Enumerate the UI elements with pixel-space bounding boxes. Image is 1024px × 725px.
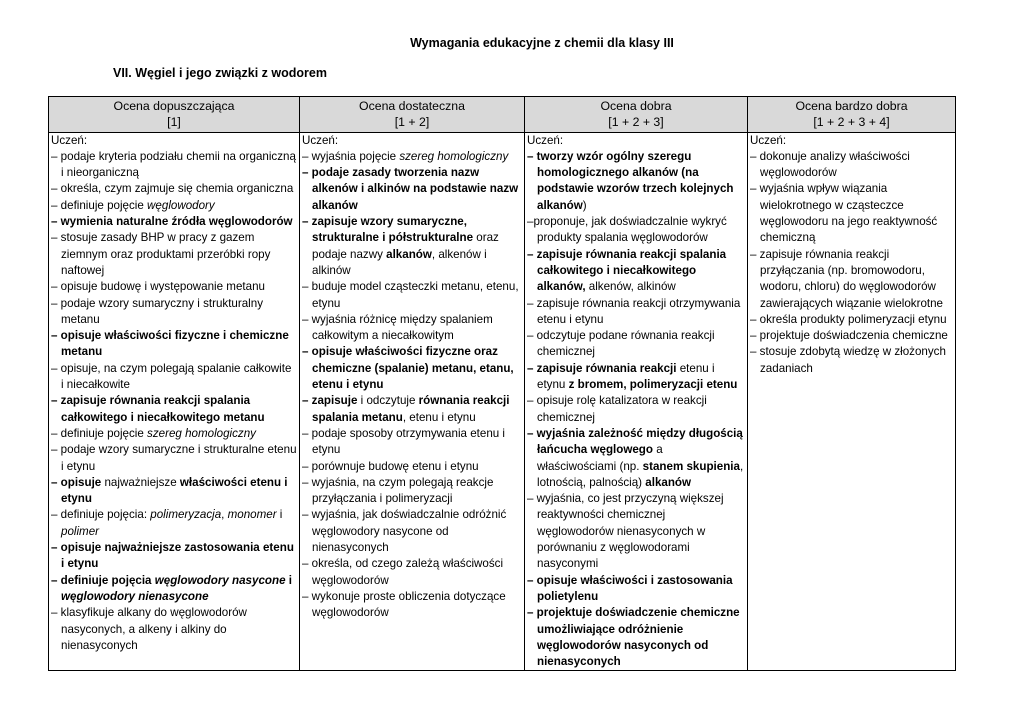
requirement-item [302,459,522,475]
table-header-row [49,97,956,133]
requirement-text: – zapisuje wzory sumaryczne, strukturalne i półstrukturalne [302,215,474,245]
requirement-item [750,181,953,246]
requirement-text: – podaje wzory sumaryczne i strukturalne etenu i etynu [51,443,297,473]
requirement-text: i [285,573,292,587]
requirement-text: , alkenów i alkinów [312,247,487,277]
requirement-text: – opisuje, na czym polegają spalanie całkowite i niecałkowite [51,361,292,392]
requirement-item [527,149,745,214]
requirement-item [51,573,297,606]
requirement-text: – wyjaśnia, co jest przyczyną większej reaktywności chemicznej węglowodorów nienasyconych w porównaniu z węglowodorami nasyconymi [527,492,724,571]
requirement-item [51,230,297,279]
requirement-text: – opisuje [51,475,102,489]
requirement-item [51,361,297,394]
requirement-item [302,556,522,589]
requirement-text: – buduje model cząsteczki metanu, etenu, etynu [302,280,519,310]
requirement-item [302,279,522,312]
requirement-text: polimer [61,524,100,538]
requirement-item [51,475,297,508]
requirement-text: – określa produkty polimeryzacji etynu [750,312,947,326]
column-header [49,97,300,133]
requirement-item [51,393,297,426]
requirement-item [302,214,522,279]
requirement-text: stanem skupienia [642,459,740,473]
requirement-item [51,296,297,329]
requirement-item [302,344,522,393]
requirement-text: – określa, od czego zależą właściwości węglowodorów [302,557,504,587]
requirement-text: – podaje zasady tworzenia nazw alkenów i alkinów na podstawie nazw alkanów [302,166,519,212]
cell-intro: Uczeń: [302,133,339,147]
requirement-item [51,442,297,475]
requirement-text: – zapisuje równania reakcji [527,361,677,375]
requirement-item [750,247,953,312]
requirement-text: węglowodory nienasycone [61,589,209,603]
requirement-text: – opisuje właściwości fizyczne i chemiczne metanu [51,329,289,359]
requirement-text: , [221,508,228,522]
requirement-item [302,475,522,508]
column-header [300,97,525,133]
requirement-item [51,149,297,182]
requirement-item [302,507,522,556]
requirement-item [51,214,297,230]
requirement-text: – opisuje właściwości fizyczne oraz chemiczne (spalanie) metanu, etanu, etenu i etynu [302,345,514,392]
requirement-text: – projektuje doświadczenia chemiczne [750,329,948,343]
requirement-text: – definiuje pojęcie [51,426,148,440]
requirement-text: – podaje sposoby otrzymywania etenu i etynu [302,426,506,457]
column-name: Ocena dopuszczająca [113,99,235,113]
requirement-text: alkenów, alkinów [585,280,676,294]
requirement-text: – projektuje doświadczenie chemiczne umożliwiające odróżnienie węglowodorów nasyconych od nienasyconych [527,606,740,669]
column-name: Ocena dobra [600,99,672,113]
table-body-row [49,132,956,671]
requirement-item [527,361,745,394]
requirement-text: polimeryzacja [150,508,222,522]
requirement-text: – opisuje właściwości i zastosowania polietylenu [527,573,733,603]
requirement-text: z bromem, polimeryzacji etenu [568,378,738,392]
requirement-text: – określa, czym zajmuje się chemia organiczna [51,182,294,196]
requirements-cell [300,132,525,671]
requirement-text: – stosuje zdobytą wiedzę w złożonych zadaniach [750,345,946,375]
requirement-text: – definiuje pojęcia [51,573,155,587]
requirement-text: – wyjaśnia, jak doświadczalnie odróżnić węglowodory nasycone od nienasyconych [302,508,507,555]
requirement-text: – opisuje najważniejsze zastosowania etenu i etynu [51,541,294,571]
requirement-item [750,344,953,377]
requirement-text: – wyjaśnia pojęcie [302,149,400,163]
requirement-text: – zapisuje równania reakcji spalania całkowitego i niecałkowitego alkanów, [527,247,727,294]
requirement-text: najważniejsze [101,475,180,489]
requirement-item [527,573,745,606]
requirement-text: , etenu i etynu [402,410,476,424]
requirement-text: alkanów [386,247,432,261]
requirement-text: – wyjaśnia, na czym polegają reakcje przyłączania i polimeryzacji [302,475,494,506]
requirement-item [51,605,297,654]
requirement-item [750,312,953,328]
requirement-item [527,605,745,670]
column-header [748,97,956,133]
requirement-text: szereg homologiczny [147,426,256,440]
requirement-text: równania reakcji spalania metanu [312,394,510,424]
requirement-item [51,198,297,214]
requirement-text: etenu i etynu [537,361,715,392]
requirement-text: – klasyfikuje alkany do węglowodorów nasyconych, a alkeny i alkiny do nienasyconych [51,606,247,652]
requirement-text: – podaje wzory sumaryczny i strukturalny metanu [51,296,263,326]
column-name: Ocena dostateczna [359,99,465,113]
requirement-text: – opisuje budowę i występowanie metanu [51,280,265,294]
requirement-text: – opisuje rolę katalizatora w reakcji chemicznej [527,394,707,424]
requirements-table [48,96,956,671]
requirement-text: i [276,508,283,522]
requirement-text: – wykonuje proste obliczenia dotyczące węglowodorów [302,589,506,620]
requirement-item [527,296,745,329]
column-name: Ocena bardzo dobra [795,99,908,113]
requirement-text: , lotnością, palnością) [537,459,744,489]
requirement-item [527,247,745,296]
document-title: Wymagania edukacyjne z chemii dla klasy III [410,36,674,50]
requirement-text: – dokonuje analizy właściwości węglowodorów [750,149,910,180]
requirement-item [51,507,297,540]
requirement-text: – stosuje zasady BHP w pracy z gazem ziemnym oraz produktami przeróbki ropy naftowej [51,231,271,277]
column-range: [1 + 2] [394,115,430,130]
requirement-text: – zapisuje równania reakcji przyłączania (np. bromowodoru, wodoru, chloru) do węglowodorów zawierających wiązanie wielokrotne [750,247,944,310]
requirement-text: – podaje kryteria podziału chemii na organiczną i nieorganiczną [51,149,296,180]
requirement-item [51,426,297,442]
requirement-text: – definiuje pojęcia: [51,508,151,522]
requirement-text: węglowodory [147,198,215,212]
requirement-text: – wyjaśnia różnicę między spalaniem całkowitym a niecałkowitym [302,312,493,343]
requirement-item [51,540,297,573]
requirement-text: – porównuje budowę etenu i etynu [302,459,479,473]
requirement-text: oraz podaje nazwy [312,231,499,261]
section-title: VII. Węgiel i jego związki z wodorem [113,66,327,80]
requirements-cell [748,132,956,671]
column-range: [1 + 2 + 3 + 4] [813,115,890,130]
requirement-text: – wyjaśnia zależność między długością łańcucha węglowego [527,426,743,457]
requirement-item [51,181,297,197]
requirement-item [302,426,522,459]
requirement-text: – definiuje pojęcie [51,198,148,212]
requirements-cell [49,132,300,671]
requirement-text: alkanów [645,475,692,489]
requirement-text: – tworzy wzór ogólny szeregu homologicznego alkanów (na podstawie wzorów trzech kolejnych alkanów [527,149,734,212]
column-header [525,97,748,133]
requirement-item [302,393,522,426]
cell-intro: Uczeń: [51,133,88,147]
requirement-text: i odczytuje [357,394,419,408]
requirement-text: –proponuje, jak doświadczalnie wykryć produkty spalania węglowodorów [527,215,727,245]
requirement-text: monomer [227,508,277,522]
requirement-item [527,328,745,361]
cell-intro: Uczeń: [750,133,787,147]
requirements-cell [525,132,748,671]
requirement-item [51,279,297,295]
requirement-item [527,214,745,247]
requirement-text: – zapisuje równania reakcji spalania całkowitego i niecałkowitego metanu [51,394,265,424]
requirement-item [527,393,745,426]
requirement-item [750,328,953,344]
requirement-item [302,589,522,622]
cell-intro: Uczeń: [527,133,564,147]
requirement-text: węglowodory nasycone [154,573,286,587]
requirement-text: a właściwościami (np. [537,443,663,473]
requirement-item [302,312,522,345]
requirement-item [302,165,522,214]
requirement-text: szereg homologiczny [399,149,509,163]
requirement-text: – zapisuje równania reakcji otrzymywania etenu i etynu [527,296,741,326]
column-range: [1] [167,115,181,130]
requirement-item [527,426,745,491]
column-range: [1 + 2 + 3] [608,115,664,130]
requirement-text: ) [582,198,587,212]
requirement-item [750,149,953,182]
requirement-text: – wyjaśnia wpływ wiązania wielokrotnego w cząsteczce węglowodoru na jego reaktywność chemiczną [750,182,938,245]
requirement-item [51,328,297,361]
requirement-text: – wymienia naturalne źródła węglowodorów [51,215,293,229]
requirement-item [527,491,745,572]
requirement-item [302,149,522,165]
requirement-text: – odczytuje podane równania reakcji chemicznej [527,329,715,359]
requirement-text: – zapisuje [302,394,358,408]
requirement-text: właściwości etenu i etynu [61,475,288,506]
